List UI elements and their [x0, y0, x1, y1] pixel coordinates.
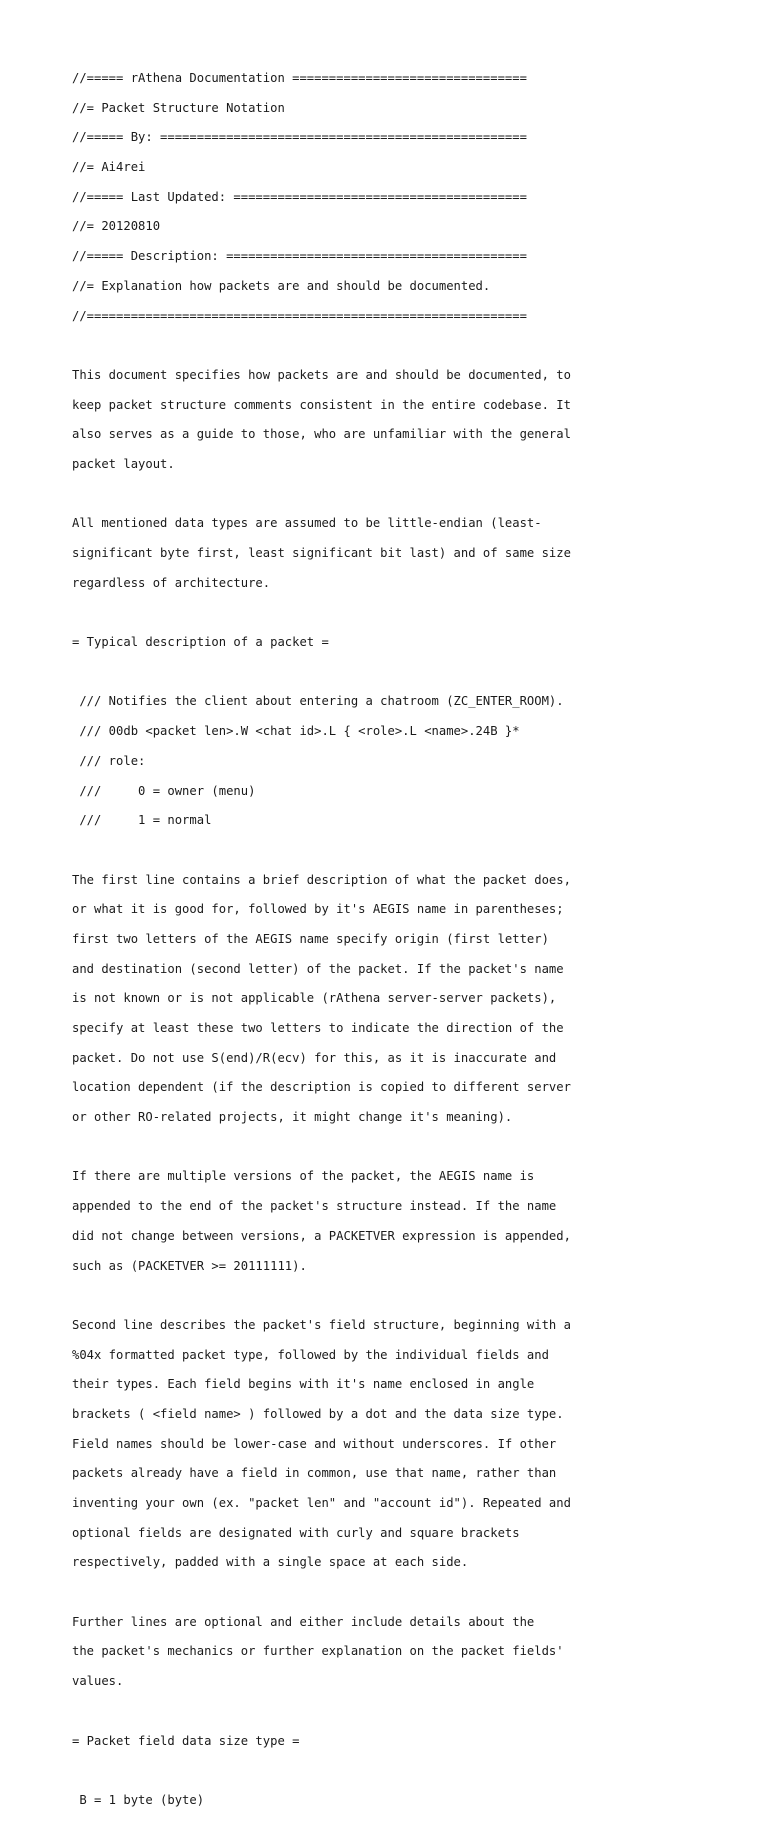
paragraph-line: did not change between versions, a PACKETVER expression is appended, [72, 1228, 571, 1243]
header-line: //===== By: ================================================== [72, 130, 527, 145]
paragraph-line: brackets ( <field name> ) followed by a dot and the data size type. [72, 1406, 564, 1421]
paragraph-line: the packet's mechanics or further explanation on the packet fields' [72, 1644, 564, 1659]
paragraph-line: packet layout. [72, 456, 175, 471]
paragraph-line: first two letters of the AEGIS name specify origin (first letter) [72, 931, 549, 946]
paragraph-line: regardless of architecture. [72, 575, 271, 590]
document-body [72, 71, 712, 1823]
paragraph-line: or what it is good for, followed by it's AEGIS name in parentheses; [72, 902, 564, 917]
paragraph-line: This document specifies how packets are and should be documented, to [72, 367, 571, 382]
paragraph-line: location dependent (if the description is copied to different server [72, 1080, 571, 1095]
blank-line [72, 1763, 712, 1778]
paragraph-line: and destination (second letter) of the packet. If the packet's name [72, 961, 564, 976]
paragraph-line: or other RO-related projects, it might change it's meaning). [72, 1110, 513, 1125]
header-line: //= Packet Structure Notation [72, 100, 285, 115]
paragraph-line: specify at least these two letters to indicate the direction of the [72, 1021, 564, 1035]
blank-line [72, 605, 712, 620]
blank-line [72, 338, 712, 353]
paragraph-line: keep packet structure comments consistent in the entire codebase. It [72, 397, 571, 412]
paragraph-line: inventing your own (ex. "packet len" and "account id"). Repeated and [72, 1496, 571, 1510]
code-example-line: /// 00db <packet len>.W <chat id>.L { <role>.L <name>.24B }* [72, 724, 520, 739]
code-example-line: /// role: [72, 753, 146, 768]
blank-line [72, 1704, 712, 1719]
header-line: //===== rAthena Documentation ================================ [72, 71, 527, 85]
paragraph-line: The first line contains a brief description of what the packet does, [72, 872, 571, 887]
paragraph-line: Field names should be lower-case and without underscores. If other [72, 1436, 557, 1451]
paragraph-line: optional fields are designated with curly and square brackets [72, 1525, 520, 1540]
header-line: //===== Description: ========================================= [72, 249, 527, 264]
blank-line [72, 843, 712, 858]
header-line: //= 20120810 [72, 219, 161, 234]
paragraph-line: respectively, padded with a single space at each side. [72, 1555, 469, 1570]
blank-line [72, 1288, 712, 1303]
paragraph-line: also serves as a guide to those, who are unfamiliar with the general [72, 427, 571, 442]
paragraph-line: All mentioned data types are assumed to be little-endian (least- [72, 516, 542, 531]
code-example-line: /// 0 = owner (menu) [72, 783, 256, 798]
section-heading: = Packet field data size type = [72, 1733, 300, 1748]
paragraph-line: such as (PACKETVER >= 20111111). [72, 1258, 307, 1273]
paragraph-line: their types. Each field begins with it's name enclosed in angle [72, 1377, 535, 1392]
section-heading: = Typical description of a packet = [72, 635, 329, 650]
header-line: //============================================================ [72, 308, 527, 323]
blank-line [72, 487, 712, 502]
blank-line [72, 1140, 712, 1155]
paragraph-line: appended to the end of the packet's structure instead. If the name [72, 1199, 557, 1214]
blank-line [72, 1585, 712, 1600]
paragraph-line: values. [72, 1674, 124, 1689]
paragraph-line: packet. Do not use S(end)/R(ecv) for this, as it is inaccurate and [72, 1050, 557, 1065]
paragraph-line: Further lines are optional and either include details about the [72, 1614, 535, 1629]
paragraph-line: Second line describes the packet's field structure, beginning with a [72, 1317, 571, 1332]
paragraph-line: If there are multiple versions of the packet, the AEGIS name is [72, 1169, 535, 1184]
paragraph-line: is not known or is not applicable (rAthena server-server packets), [72, 991, 557, 1006]
header-line: //===== Last Updated: ======================================== [72, 189, 527, 204]
code-example-line: /// 1 = normal [72, 813, 212, 828]
code-example-line: B = 1 byte (byte) [72, 1792, 205, 1807]
paragraph-line: %04x formatted packet type, followed by the individual fields and [72, 1347, 549, 1362]
paragraph-line: packets already have a field in common, use that name, rather than [72, 1466, 557, 1481]
paragraph-line: significant byte first, least significant bit last) and of same size [72, 546, 571, 560]
header-line: //= Ai4rei [72, 160, 146, 175]
header-line: //= Explanation how packets are and should be documented. [72, 278, 491, 293]
blank-line [72, 665, 712, 680]
code-example-line: /// Notifies the client about entering a chatroom (ZC_ENTER_ROOM). [72, 694, 564, 709]
